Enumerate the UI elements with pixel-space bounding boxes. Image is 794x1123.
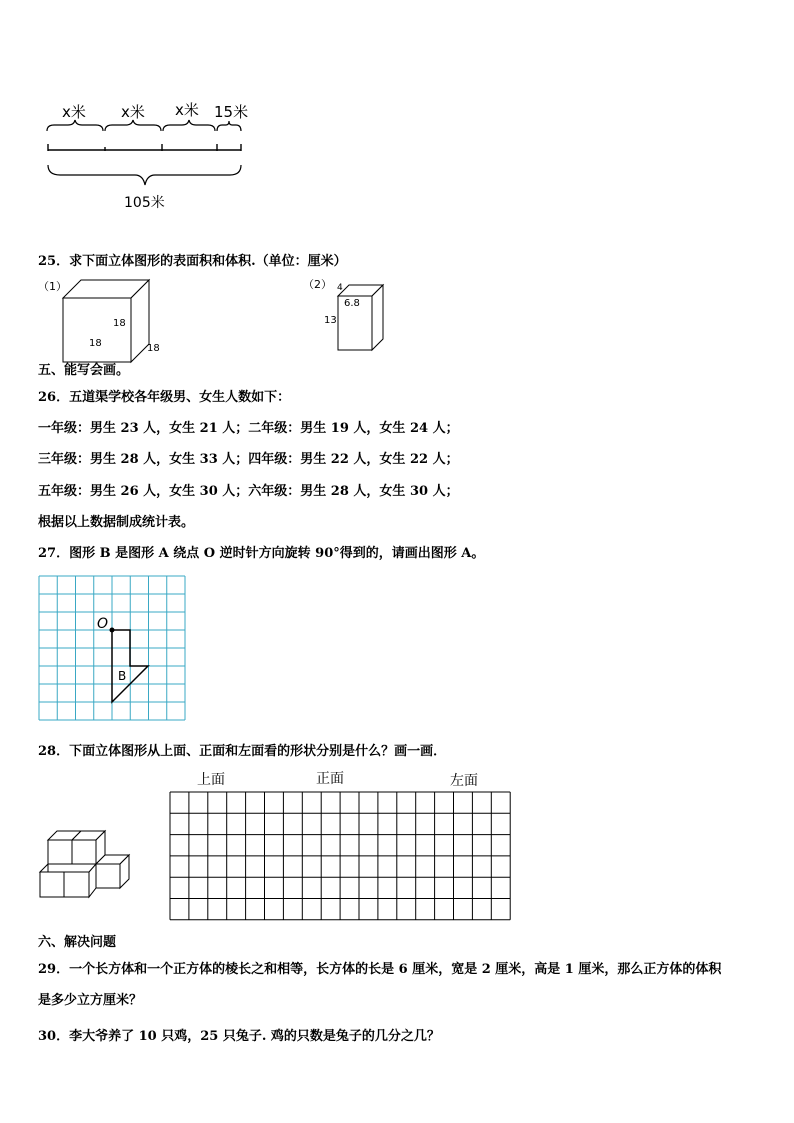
cuboid-height: 13 — [324, 315, 337, 326]
total-label: 105米 — [124, 195, 165, 211]
q29-line-2: 是多少立方厘米？ — [38, 993, 143, 1008]
q27-text: 27．图形 B 是图形 A 绕点 O 逆时针方向旋转 90°得到的，请画出图形 A。 — [38, 546, 485, 561]
segment-label-3: x米 — [175, 101, 199, 119]
q26-note: 根据以上数据制成统计表。 — [38, 515, 195, 530]
section5-heading: 五、能写会画。 — [38, 363, 130, 378]
q25-text: 25．求下面立体图形的表面积和体积.（单位：厘米） — [38, 254, 347, 269]
q30-text: 30．李大爷养了 10 只鸡，25 只兔子. 鸡的只数是兔子的几分之几？ — [38, 1029, 440, 1044]
q26-title: 26．五道渠学校各年级男、女生人数如下： — [38, 390, 291, 405]
view-label-left: 左面 — [450, 773, 478, 789]
fig2-tag: （2） — [303, 278, 332, 291]
cube-dim-bottom: 18 — [89, 338, 102, 349]
stacked-cubes — [40, 831, 129, 897]
segment-label-4: 15米 — [214, 103, 249, 121]
q28-text: 28．下面立体图形从上面、正面和左面看的形状分别是什么？画一画． — [38, 744, 447, 759]
view-label-front: 正面 — [316, 771, 344, 787]
fig1-tag: （1） — [38, 280, 67, 293]
view-label-top: 上面 — [197, 772, 225, 788]
point-o-label: O — [97, 616, 109, 632]
segment-label-2: x米 — [121, 103, 145, 121]
q26-row-3: 五年级：男生 26 人，女生 30 人；六年级：男生 28 人，女生 30 人； — [38, 484, 459, 499]
cube-dim-depth: 18 — [147, 343, 160, 354]
q26-row-2: 三年级：男生 28 人，女生 33 人；四年级：男生 22 人，女生 22 人； — [38, 452, 459, 467]
cube-dim-side: 18 — [113, 318, 126, 329]
shape-b-label: B — [118, 669, 127, 683]
q29-line-1: 29．一个长方体和一个正方体的棱长之和相等，长方体的长是 6 厘米，宽是 2 厘米，高是 1 厘米，那么正方体的体积 — [38, 962, 722, 977]
cuboid-width: 6.8 — [344, 298, 360, 309]
q26-row-1: 一年级：男生 23 人，女生 21 人；二年级：男生 19 人，女生 24 人； — [38, 421, 459, 436]
cuboid-top: 4 — [337, 283, 343, 293]
segment-label-1: x米 — [62, 103, 86, 121]
section6-heading: 六、解决问题 — [38, 935, 117, 950]
